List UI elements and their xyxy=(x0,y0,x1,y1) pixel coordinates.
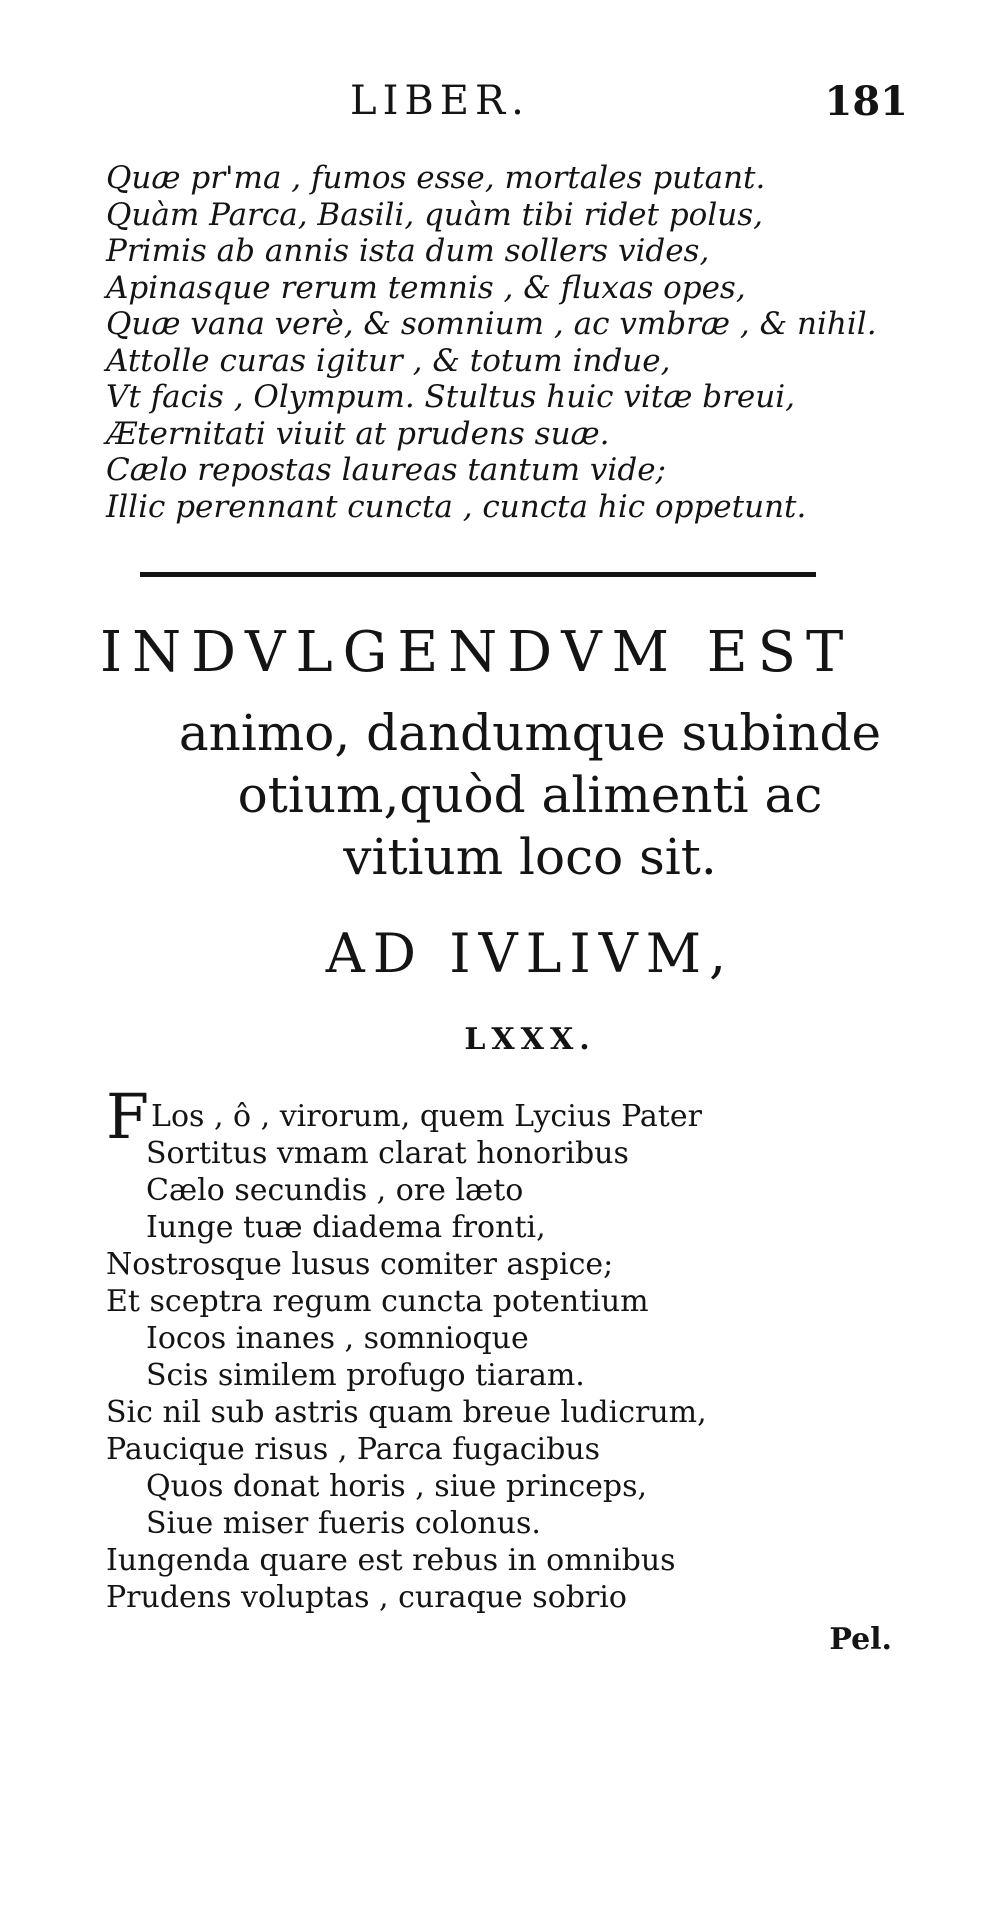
verse-line: Quæ vana verè, & somnium , ac vmbræ , & nihil. xyxy=(106,306,877,342)
verse-line: Primis ab annis ista dum sollers vides, xyxy=(106,233,710,269)
page-number: 181 xyxy=(824,78,908,125)
poem-line: Nostrosque lusus comiter aspice; xyxy=(106,1247,614,1282)
running-head: LIBER. xyxy=(350,78,530,124)
poem-line: Quos donat horis , siue princeps, xyxy=(146,1469,648,1504)
verse-line: Attolle curas igitur , & totum indue, xyxy=(106,342,671,379)
poem-title-continuation: otium,quòd alimenti ac xyxy=(237,766,823,824)
catchword: Pel. xyxy=(829,1622,892,1657)
verse-line: Apinasque rerum temnis , & fluxas opes, xyxy=(106,269,746,306)
verse-line: Quàm Parca, Basili, quàm tibi ridet polus, xyxy=(106,196,763,233)
poem-body xyxy=(106,1080,926,1616)
poem-line: Iungenda quare est rebus in omnibus xyxy=(106,1543,676,1578)
previous-poem-ending xyxy=(106,160,926,525)
poem-first-line xyxy=(106,1080,926,1153)
poem-line: Scis similem profugo tiaram. xyxy=(146,1358,585,1393)
poem-line: Paucique risus , Parca fugacibus xyxy=(106,1432,601,1467)
poem-line: Prudens voluptas , curaque sobrio xyxy=(106,1580,627,1615)
poem-line: Siue miser fueris colonus. xyxy=(146,1506,541,1541)
verse-line: Cælo repostas laureas tantum vide; xyxy=(106,452,666,488)
poem-title-continuation: animo, dandumque subinde xyxy=(178,704,882,762)
poem-line: Iunge tuæ diadema fronti, xyxy=(146,1210,546,1245)
poem-line: Et sceptra regum cuncta potentium xyxy=(106,1284,649,1319)
poem-title-continuation: vitium loco sit. xyxy=(343,828,717,886)
poem-title: INDVLGENDVM EST xyxy=(100,620,854,685)
poem-line: Sortitus vmam clarat honoribus xyxy=(146,1136,629,1171)
verse-line: Quæ pr'ma , fumos esse, mortales putant. xyxy=(106,160,766,196)
poem-line: Iocos inanes , somnioque xyxy=(146,1321,529,1356)
poem-line-text: Los , ô , virorum, quem Lycius Pater xyxy=(151,1099,702,1134)
poem-line: Sic nil sub astris quam breue ludicrum, xyxy=(106,1395,707,1430)
poem-number: LXXX. xyxy=(464,1022,596,1057)
verse-line: Illic perennant cuncta , cuncta hic oppetunt. xyxy=(106,488,807,525)
section-divider-rule xyxy=(140,572,816,577)
poem-addressee: AD IVLIVM, xyxy=(325,922,735,985)
verse-line: Vt facis , Olympum. Stultus huic vitæ breui, xyxy=(106,379,795,415)
drop-initial: F xyxy=(106,1080,150,1153)
poem-line: Cælo secundis , ore læto xyxy=(146,1173,524,1208)
verse-line: Æternitati viuit at prudens suæ. xyxy=(106,415,610,452)
